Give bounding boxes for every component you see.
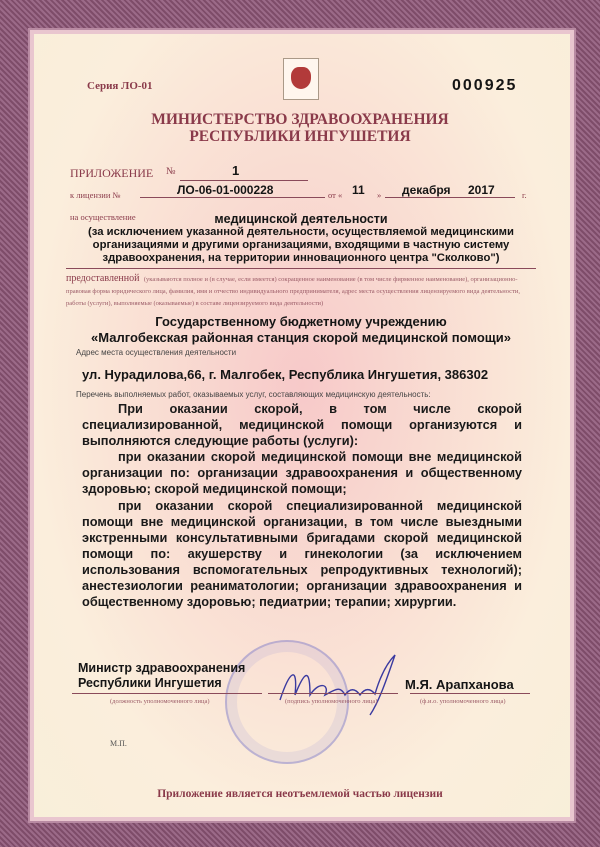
license-label: к лицензии № [70, 190, 121, 200]
works-paragraph: при оказании скорой специализированной медицинской помощи вне медицинской организации, в том числе выездными экстренными консультативными бригадами скорой медицинской помощи по: акушерству и гинекологии (за исключением использования вспомогательных репродуктивных технологий); анестезиологии реаниматологии; организации здравоохранения и общественному здоровью; педиатрии; терапии; хирургии. [82, 497, 522, 610]
works-paragraph: При оказании скорой, в том числе скорой специализированной, медицинской помощи организуются и выполняются следующие работы (услуги): [82, 401, 522, 449]
activity-label: на осуществление [70, 212, 136, 222]
signer-name: М.Я. Арапханова [405, 677, 514, 692]
signer-position [78, 661, 245, 691]
license-year: 2017 [468, 183, 495, 197]
handwritten-signature [270, 650, 400, 720]
date-close: » [377, 190, 382, 200]
activity-block [66, 210, 536, 269]
footer-note: Приложение является неотъемлемой частью лицензии [157, 788, 443, 800]
address-value: ул. Нурадилова,66, г. Малгобек, Республика Ингушетия, 386302 [82, 367, 489, 382]
provided-label: предоставленной [66, 273, 140, 284]
ministry-line-2: РЕСПУБЛИКИ ИНГУШЕТИЯ [189, 128, 411, 145]
ministry-line-1: МИНИСТЕРСТВО ЗДРАВООХРАНЕНИЯ [151, 111, 449, 128]
name-caption: (ф.и.о. уполномоченного лица) [420, 698, 506, 705]
date-open: от « [328, 190, 343, 200]
provided-caption: (указываются полное и (в случае, если имеется) сокращенное наименование (в том числе фирменное наименование), организационно-правовая форма юридического лица, фамилия, имя и отчество индивидуального предпринимателя, адрес места осуществления лицензируемого вида деятельности, работы (услуги), выполняемые (оказываемые) в составе лицензируемого вида деятельности) [66, 276, 521, 307]
address-label: Адрес места осуществления деятельности [76, 348, 237, 357]
year-suffix: г. [522, 190, 527, 200]
position-line-1: Министр здравоохранения [78, 661, 246, 675]
series: Серия ЛО-01 [87, 80, 153, 92]
works-label: Перечень выполняемых работ, оказываемых услуг, составляющих медицинскую деятельность: [76, 390, 431, 399]
provided-block [66, 272, 536, 308]
russian-coat-of-arms-icon [283, 58, 319, 100]
organization-line-2: «Малгобекская районная станция скорой медицинской помощи» [91, 330, 511, 345]
position-line-2: Республики Ингушетия [78, 676, 222, 690]
form-number: 000925 [452, 77, 518, 94]
works-list [82, 401, 522, 610]
appendix-no-sign: № [166, 166, 176, 177]
signature-caption: (подпись уполномоченного лица) [285, 698, 378, 705]
appendix-number: 1 [232, 163, 240, 178]
position-caption: (должность уполномоченного лица) [110, 698, 210, 705]
activity-details: (за исключением указанной деятельности, осуществляемой медицинскими организациями и другими организациями, входящими в частную систему здравоохранения, на территории инновационного центра "Сколково") [88, 226, 514, 264]
activity-title: медицинской деятельности [214, 212, 388, 226]
license-day: 11 [352, 183, 365, 197]
ministry-title [0, 111, 600, 145]
appendix-label: ПРИЛОЖЕНИЕ [70, 166, 154, 180]
organization-line-1: Государственному бюджетному учреждению [155, 314, 447, 329]
license-number: ЛО-06-01-000228 [177, 183, 274, 197]
license-month: декабря [402, 183, 451, 197]
seal-label: М.П. [110, 739, 127, 748]
works-paragraph: при оказании скорой медицинской помощи вне медицинской организации по: организации здравоохранения и общественному здоровью; скорой медицинской помощи; [82, 449, 522, 497]
main-content [66, 210, 536, 610]
organization-name [66, 314, 536, 346]
